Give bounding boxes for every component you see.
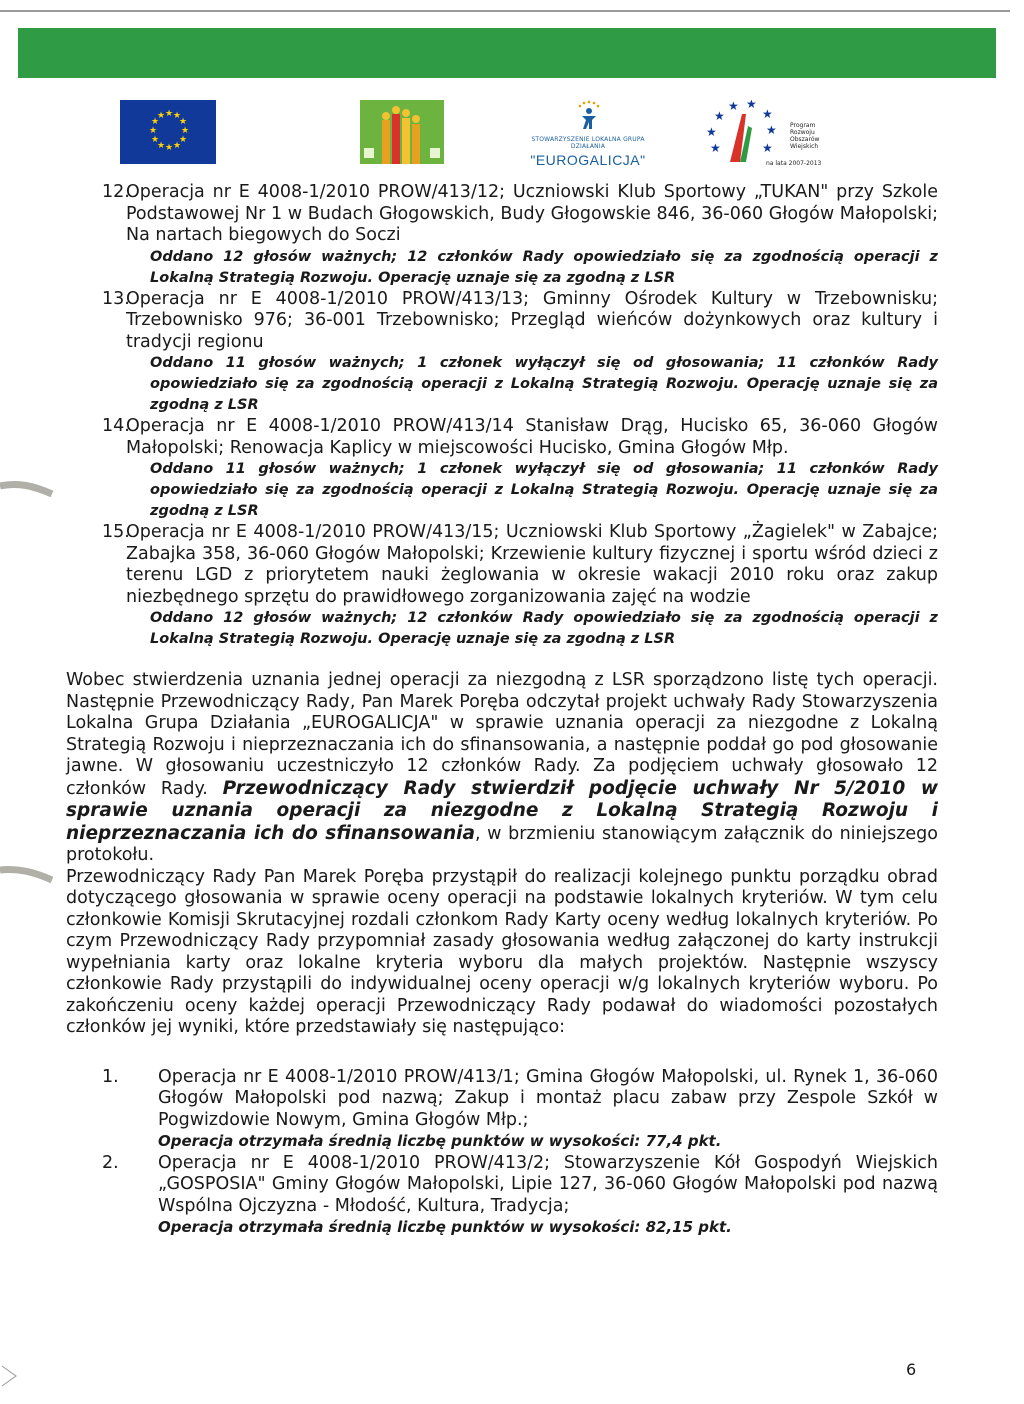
prow-stars-icon — [700, 100, 790, 164]
operation-number: 15. — [102, 522, 130, 542]
score-item — [102, 1067, 938, 1153]
svg-text:★: ★ — [179, 117, 188, 127]
score-item — [102, 1153, 938, 1239]
resolution-bold: Przewodniczący Rady stwierdził podjęcie uchwały Nr 5/2010 w sprawie uznania operacji za niezgodne z Lokalną Strategią Rozwoju i nieprzeznaczania ich do sfinansowania — [66, 777, 938, 844]
eurogalicja-logo — [528, 100, 648, 168]
vote-result: Oddano 12 głosów ważnych; 12 członków Rady opowiedziało się za zgodnością operacji z Lokalną Strategią Rozwoju. Operację uznaje się za zgodną z LSR — [150, 248, 938, 286]
binding-string-icon — [0, 478, 54, 502]
score-item-text: Operacja nr E 4008-1/2010 PROW/413/1; Gmina Głogów Małopolski, ul. Rynek 1, 36-060 Głogów Małopolski pod nazwą; Zakup i montaż placu zabaw przy Zespole Szkół w Pogwizdowie Nowym, Gmina Głogów Młp.; — [158, 1066, 938, 1130]
eurogalicja-name: "EUROGALICJA" — [530, 152, 646, 168]
svg-text:★: ★ — [165, 143, 174, 153]
resolution-lead: Wobec stwierdzenia uznania jednej operacji za niezgodną z LSR sporządzono listę tych operacji. Następnie Przewodniczący Rady, Pan Marek Poręba odczytał projekt uchwały Rady Stowarzyszenia Lokalna Grupa Działania „EUROGALICJA" w sprawie uznania operacji za niezgodne z Lokalną Strategią Rozwoju i nieprzeznaczania ich do sfinansowania, a następnie poddał go pod głosowanie jawne. W głosowaniu uczestniczyło 12 członków Rady. Za podjęciem uchwały głosowało 12 członków Rady. — [66, 670, 938, 799]
operation-text: Operacja nr E 4008-1/2010 PROW/413/15; Uczniowski Klub Sportowy „Żagielek" w Zabajce; Zabajka 358, 36-060 Głogów Małopolski; Krzewienie kultury fizycznej i sportu wśród dzieci z terenu LGD z priorytetem nauki żeglowania w okresie wakacji 2010 roku oraz zakup niezbędnego sprzętu do prawidłowego zorganizowania zajęć na wodzie — [126, 522, 938, 607]
prow-program-name: Program Rozwoju Obszarów Wiejskich — [790, 122, 820, 150]
svg-text:★: ★ — [762, 141, 773, 155]
operation-item — [66, 522, 938, 608]
svg-text:★: ★ — [766, 123, 777, 137]
top-edge-line — [0, 10, 1010, 12]
score-item-number: 2. — [102, 1152, 119, 1173]
svg-text:★: ★ — [157, 141, 166, 151]
operation-item — [66, 182, 938, 247]
operation-number: 12. — [102, 182, 130, 202]
operation-item — [66, 416, 938, 459]
svg-text:★: ★ — [762, 107, 773, 121]
svg-text:★: ★ — [149, 126, 158, 136]
operation-text: Operacja nr E 4008-1/2010 PROW/413/14 Stanisław Drąg, Hucisko 65, 36-060 Głogów Małopolski; Renowacja Kaplicy w miejscowości Hucisko, Gmina Głogów Młp. — [126, 416, 938, 458]
svg-text:★: ★ — [710, 141, 721, 155]
eurogalicja-subtitle: STOWARZYSZENIE LOKALNA GRUPA DZIAŁANIA — [531, 136, 645, 150]
document-body — [66, 182, 938, 1239]
leader-logo — [360, 100, 444, 164]
header-green-band — [18, 28, 996, 78]
logo-bar — [0, 100, 1024, 166]
score-item-result: Operacja otrzymała średnią liczbę punktów w wysokości: 82,15 pkt. — [158, 1218, 732, 1236]
svg-text:★: ★ — [746, 100, 757, 111]
binding-string-icon — [0, 864, 54, 888]
prow-years: na lata 2007-2013 — [766, 160, 822, 167]
vote-result: Oddano 12 głosów ważnych; 12 członków Rady opowiedziało się za zgodnością operacji z Lokalną Strategią Rozwoju. Operację uznaje się za zgodną z LSR — [150, 610, 938, 647]
operation-text: Operacja nr E 4008-1/2010 PROW/413/13; Gminny Ośrodek Kultury w Trzebownisku; Trzebownisko 976; 36-001 Trzebownisko; Przegląd wieńców dożynkowych oraz kultury i tradycji regionu — [126, 288, 938, 352]
svg-text:★: ★ — [173, 111, 182, 121]
svg-text:★: ★ — [157, 111, 166, 121]
eurogalicja-figure-icon — [568, 100, 608, 130]
score-item-text: Operacja nr E 4008-1/2010 PROW/413/2; Stowarzyszenie Kół Gospodyń Wiejskich „GOSPOSIA" Gminy Głogów Małopolski, Lipie 127, 36-060 Głogów Małopolski pod nazwą Wspólna Ojczyzna - Młodość, Kultura, Tradycja; — [158, 1152, 938, 1216]
svg-text:★: ★ — [165, 109, 174, 119]
score-item-result: Operacja otrzymała średnią liczbę punktów w wysokości: 77,4 pkt. — [158, 1132, 722, 1150]
svg-text:★: ★ — [151, 117, 160, 127]
margin-mark-icon — [0, 1362, 22, 1396]
page-number: 6 — [906, 1360, 917, 1379]
svg-text:★: ★ — [706, 125, 717, 139]
vote-result: Oddano 11 głosów ważnych; 1 członek wyłączył się od głosowania; 11 członków Rady opowiedziało się za zgodnością operacji z Lokalną Strategią Rozwoju. Operację uznaje się za zgodną z LSR — [150, 355, 938, 413]
resolution-paragraph — [66, 670, 938, 867]
svg-text:★: ★ — [728, 100, 739, 113]
resolution-tail: , w brzmieniu stanowiącym załącznik do niniejszego protokołu. — [66, 823, 938, 865]
svg-text:★: ★ — [714, 109, 725, 123]
operation-number: 13. — [102, 288, 130, 309]
operation-number: 14. — [102, 416, 130, 436]
leader-people-icon — [360, 100, 444, 164]
eu-stars-icon — [120, 100, 216, 164]
eu-flag-logo — [120, 100, 216, 164]
svg-text:★: ★ — [173, 141, 182, 151]
operation-text: Operacja nr E 4008-1/2010 PROW/413/12; Uczniowski Klub Sportowy „TUKAN" przy Szkole Podstawowej Nr 1 w Budach Głogowskich, Budy Głogowskie 846, 36-060 Głogów Małopolski; Na nartach biegowych do Soczi — [126, 182, 938, 245]
vote-result: Oddano 11 głosów ważnych; 1 członek wyłączył się od głosowania; 11 członków Rady opowiedziało się za zgodnością operacji z Lokalną Strategią Rozwoju. Operację uznaje się za zgodną z LSR — [150, 461, 938, 519]
score-item-number: 1. — [102, 1066, 119, 1087]
svg-text:★: ★ — [151, 135, 160, 145]
svg-text:★: ★ — [179, 135, 188, 145]
svg-text:★: ★ — [181, 126, 190, 136]
prow-logo — [700, 100, 830, 167]
scoring-paragraph: Przewodniczący Rady Pan Marek Poręba przystąpił do realizacji kolejnego punktu porządku obrad dotyczącego głosowania w sprawie oceny operacji na podstawie lokalnych kryteriów. W tym celu członkowie Komisji Skrutacyjnej rozdali członkom Rady Karty oceny według lokalnych kryteriów. Po czym Przewodniczący Rady przypomniał zasady głosowania według załączonej do karty instrukcji wypełniania karty oraz lokalne kryteria wyboru dla małych projektów. Następnie wszyscy członkowie Rady przystąpili do indywidualnej oceny operacji w/g lokalnych kryteriów wyboru. Po zakończeniu oceny każdej operacji Przewodniczący Rady podawał do wiadomości pozostałych członków jej wyniki, które przedstawiały się następująco: — [66, 866, 938, 1037]
operation-item — [66, 289, 938, 354]
